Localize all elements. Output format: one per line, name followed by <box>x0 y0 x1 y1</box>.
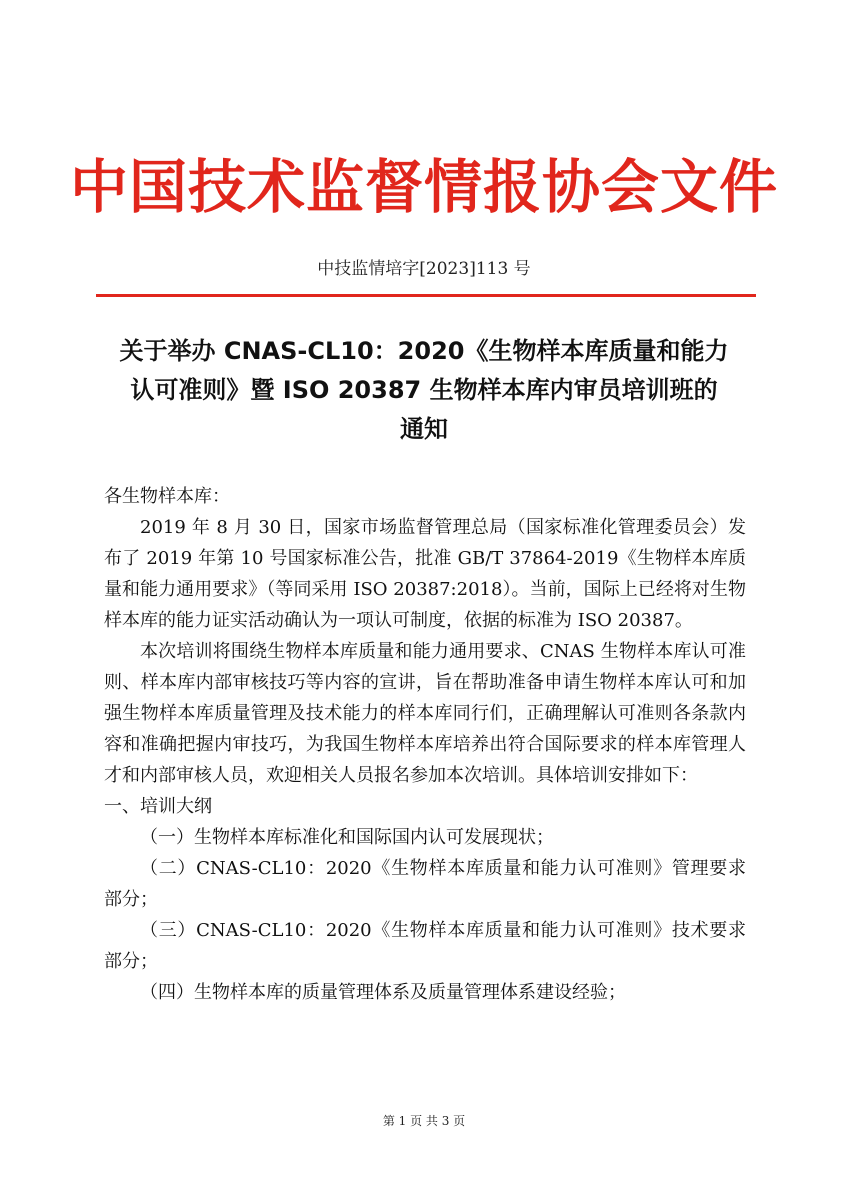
title-line: 通知 <box>400 415 448 443</box>
document-number: 中技监情培字[2023]113 号 <box>317 259 531 279</box>
red-divider-line <box>96 294 756 297</box>
document-body <box>104 481 746 1008</box>
paragraph-training-purpose: 本次培训将围绕生物样本库质量和能力通用要求、CNAS 生物样本库认可准则、样本库内部审核技巧等内容的宣讲，旨在帮助准备申请生物样本库认可和加强生物样本库质量管理及技术能力的样本库同行们，正确理解认可准则各条款内容和准确把握内审技巧，为我国生物样本库培养出符合国际要求的样本库管理人才和内部审核人员，欢迎相关人员报名参加本次培训。具体培训安排如下： <box>104 641 746 786</box>
paragraph-background: 2019 年 8 月 30 日，国家市场监督管理总局（国家标准化管理委员会）发布了 2019 年第 10 号国家标准公告，批准 GB/T 37864-2019《生物样本库质量和能力通用要求》（等同采用 ISO 20387:2018）。当前，国际上已经将对生物样本库的能力证实活动确认为一项认可制度，依据的标准为 ISO 20387。 <box>104 517 746 631</box>
masthead-title: 中国技术监督情报协会文件 <box>69 153 778 221</box>
title-line: 认可准则》暨 ISO 20387 生物样本库内审员培训班的 <box>130 376 718 404</box>
outline-item: （一）生物样本库标准化和国际国内认可发展现状； <box>140 827 554 848</box>
section-heading-outline: 一、培训大纲 <box>104 796 212 817</box>
outline-item: （二）CNAS-CL10：2020《生物样本库质量和能力认可准则》管理要求部分； <box>104 858 746 910</box>
page-indicator: 第 1 页 共 3 页 <box>382 1114 466 1128</box>
outline-item: （四）生物样本库的质量管理体系及质量管理体系建设经验； <box>140 982 626 1003</box>
title-line: 关于举办 CNAS-CL10：2020《生物样本库质量和能力 <box>119 337 729 365</box>
outline-item: （三）CNAS-CL10：2020《生物样本库质量和能力认可准则》技术要求部分； <box>104 920 746 972</box>
notice-title <box>90 332 758 449</box>
salutation: 各生物样本库： <box>104 486 230 507</box>
